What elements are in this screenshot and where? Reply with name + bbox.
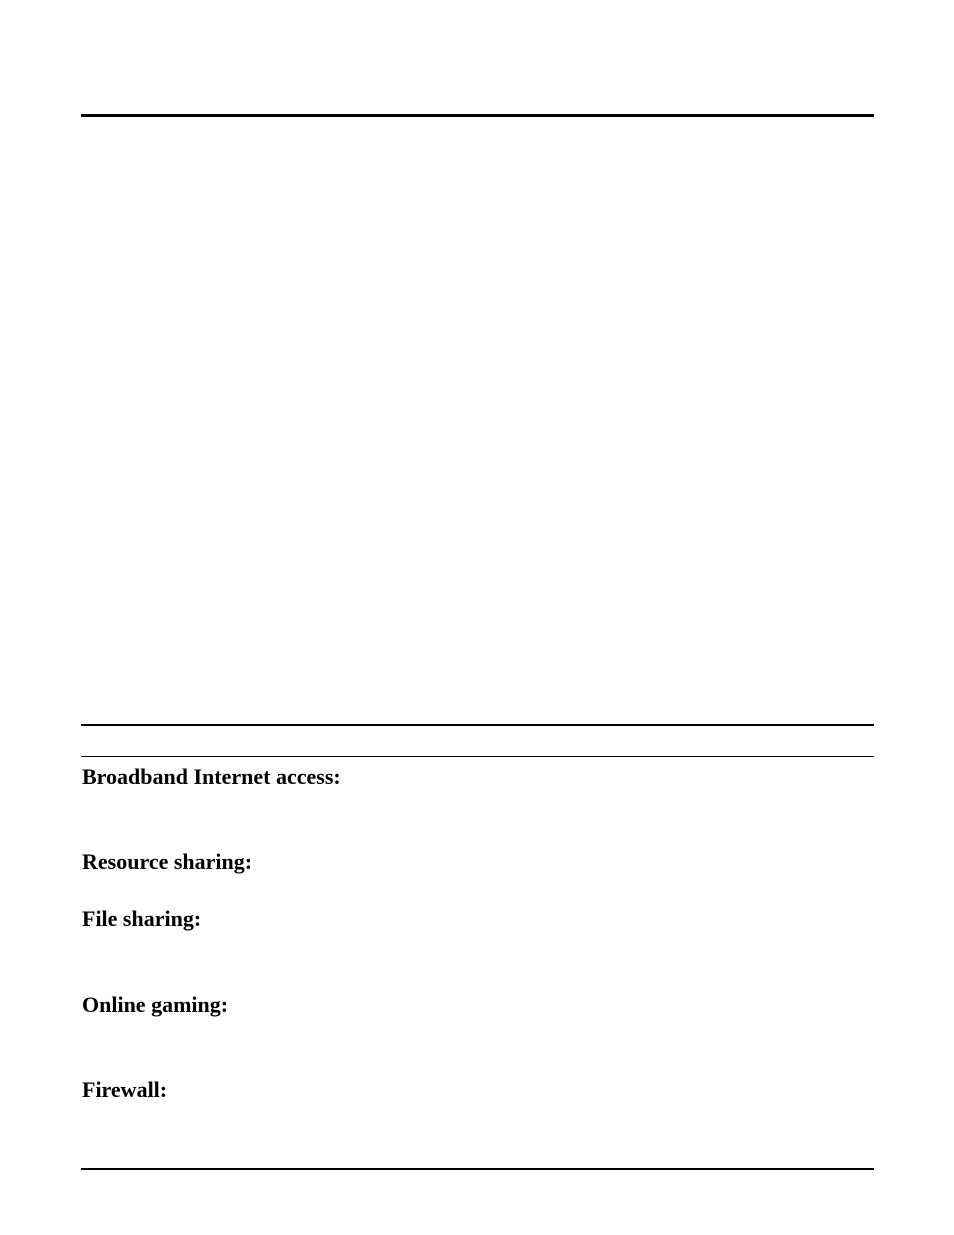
term-online-gaming: Online gaming: [82,992,229,1017]
term-firewall: Firewall: [82,1077,168,1102]
section-divider-thin [81,756,874,757]
footer-rule [81,1168,874,1170]
term-broadband-internet-access: Broadband Internet access: [82,764,341,789]
term-file-sharing: File sharing: [82,906,202,931]
term-resource-sharing: Resource sharing: [82,849,253,874]
section-divider-thick [81,724,874,726]
header-rule [81,114,874,117]
